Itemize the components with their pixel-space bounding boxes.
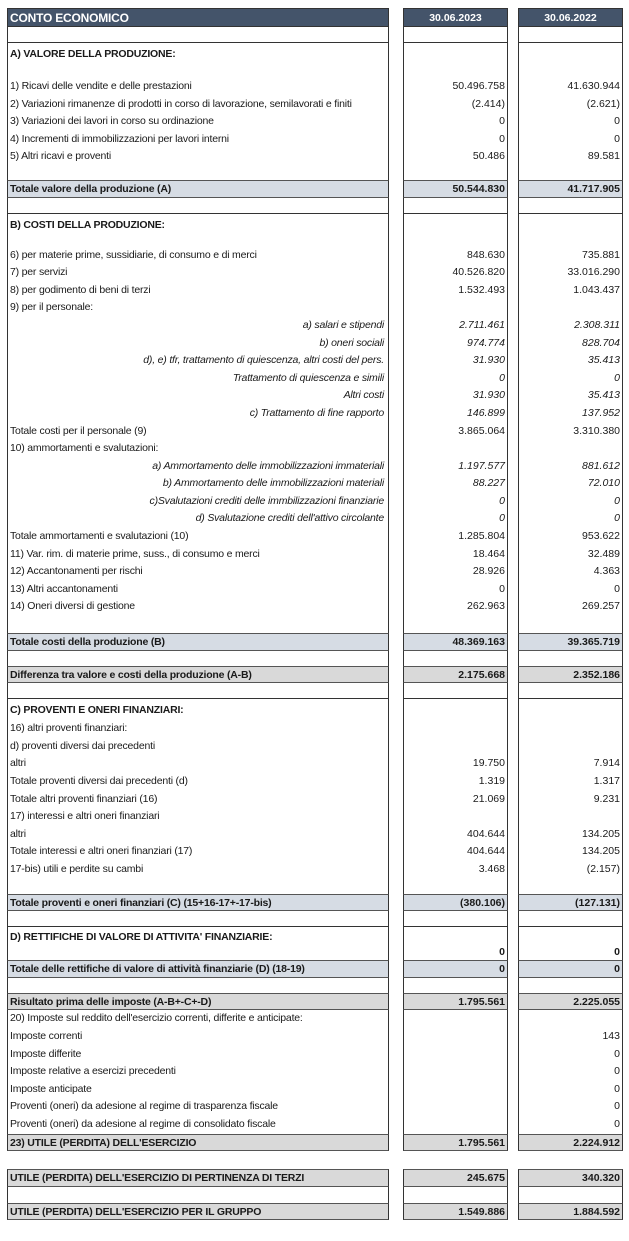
table-row: Imposte differite 0 bbox=[7, 1046, 623, 1064]
section-a-heading: A) VALORE DELLA PRODUZIONE: bbox=[7, 42, 623, 64]
table-row: 13) Altri accantonamenti 0 0 bbox=[7, 581, 623, 599]
table-row: Imposte relative a esercizi precedenti 0 bbox=[7, 1063, 623, 1081]
table-row: Totale altri proventi finanziari (16) 21.069 9.231 bbox=[7, 791, 623, 809]
total-row-a: Totale valore della produzione (A) 50.544.830 41.717.905 bbox=[7, 180, 623, 198]
table-row: c) Trattamento di fine rapporto 146.899 137.952 bbox=[7, 405, 623, 423]
table-row: a) salari e stipendi 2.711.461 2.308.311 bbox=[7, 317, 623, 335]
section-d-heading: D) RETTIFICHE DI VALORE DI ATTIVITA' FINANZIARIE: 0 0 bbox=[7, 926, 623, 960]
table-row: Imposte correnti 143 bbox=[7, 1028, 623, 1046]
table-row: 17) interessi e altri oneri finanziari bbox=[7, 808, 623, 826]
table-row: 16) altri proventi finanziari: bbox=[7, 720, 623, 738]
table-row: Altri costi 31.930 35.413 bbox=[7, 387, 623, 405]
table-row: 10) ammortamenti e svalutazioni: bbox=[7, 440, 623, 458]
table-header bbox=[7, 8, 623, 27]
table-row: Totale proventi diversi dai precedenti (d) 1.319 1.317 bbox=[7, 773, 623, 791]
table-row: 20) Imposte sul reddito dell'esercizio correnti, differite e anticipate: bbox=[7, 1010, 623, 1028]
table-row: Proventi (oneri) da adesione al regime di consolidato fiscale 0 bbox=[7, 1116, 623, 1134]
table-row: altri 404.644 134.205 bbox=[7, 826, 623, 844]
table-row: 1) Ricavi delle vendite e delle prestazioni 50.496.758 41.630.944 bbox=[7, 78, 623, 96]
table-row: d) proventi diversi dai precedenti bbox=[7, 738, 623, 756]
group-result-row: UTILE (PERDITA) DELL'ESERCIZIO PER IL GRUPPO 1.549.886 1.884.592 bbox=[7, 1203, 623, 1221]
table-row: c)Svalutazioni crediti delle immbilizzazioni finanziarie 0 0 bbox=[7, 493, 623, 511]
income-statement bbox=[7, 8, 623, 1220]
section-c-heading: C) PROVENTI E ONERI FINANZIARI: bbox=[7, 698, 623, 720]
table-row: a) Ammortamento delle immobilizzazioni immateriali 1.197.577 881.612 bbox=[7, 458, 623, 476]
table-row: 12) Accantonamenti per rischi 28.926 4.363 bbox=[7, 563, 623, 581]
table-row: Totale ammortamenti e svalutazioni (10) 1.285.804 953.622 bbox=[7, 528, 623, 546]
table-row: b) Ammortamento delle immobilizzazioni materiali 88.227 72.010 bbox=[7, 475, 623, 493]
table-row: b) oneri sociali 974.774 828.704 bbox=[7, 335, 623, 353]
table-row: altri 19.750 7.914 bbox=[7, 755, 623, 773]
table-row: d), e) tfr, trattamento di quiescenza, altri costi del pers. 31.930 35.413 bbox=[7, 352, 623, 370]
net-result-row: 23) UTILE (PERDITA) DELL'ESERCIZIO 1.795.561 2.224.912 bbox=[7, 1134, 623, 1152]
total-row-c: Totale proventi e oneri finanziari (C) (15+16-17+-17-bis) (380.106) (127.131) bbox=[7, 894, 623, 912]
title: CONTO ECONOMICO bbox=[7, 8, 389, 27]
table-row: 6) per materie prime, sussidiarie, di consumo e di merci 848.630 735.881 bbox=[7, 247, 623, 265]
column-header-2022: 30.06.2022 bbox=[518, 8, 623, 27]
table-row: Totale interessi e altri oneri finanziari (17) 404.644 134.205 bbox=[7, 843, 623, 861]
table-row: 7) per servizi 40.526.820 33.016.290 bbox=[7, 264, 623, 282]
table-row: 5) Altri ricavi e proventi 50.486 89.581 bbox=[7, 148, 623, 166]
table-row: Imposte anticipate 0 bbox=[7, 1081, 623, 1099]
table-row: 14) Oneri diversi di gestione 262.963 269.257 bbox=[7, 598, 623, 616]
table-row: Proventi (oneri) da adesione al regime di trasparenza fiscale 0 bbox=[7, 1098, 623, 1116]
table-row: Trattamento di quiescenza e simili 0 0 bbox=[7, 370, 623, 388]
section-b-heading: B) COSTI DELLA PRODUZIONE: bbox=[7, 213, 623, 235]
table-row: d) Svalutazione crediti dell'attivo circolante 0 0 bbox=[7, 510, 623, 528]
table-row: 4) Incrementi di immobilizzazioni per lavori interni 0 0 bbox=[7, 131, 623, 149]
pre-tax-result-row: Risultato prima delle imposte (A-B+-C+-D) 1.795.561 2.225.055 bbox=[7, 993, 623, 1011]
total-row-b: Totale costi della produzione (B) 48.369.163 39.365.719 bbox=[7, 633, 623, 651]
minority-result-row: UTILE (PERDITA) DELL'ESERCIZIO DI PERTINENZA DI TERZI 245.675 340.320 bbox=[7, 1169, 623, 1187]
table-row: 8) per godimento di beni di terzi 1.532.493 1.043.437 bbox=[7, 282, 623, 300]
difference-row: Differenza tra valore e costi della produzione (A-B) 2.175.668 2.352.186 bbox=[7, 666, 623, 684]
total-row-d: Totale delle rettifiche di valore di attività finanziarie (D) (18-19) 0 0 bbox=[7, 960, 623, 978]
table-row: 9) per il personale: bbox=[7, 299, 623, 317]
column-header-2023: 30.06.2023 bbox=[403, 8, 508, 27]
table-row: 3) Variazioni dei lavori in corso su ordinazione 0 0 bbox=[7, 113, 623, 131]
table-row: 17-bis) utili e perdite su cambi 3.468 (2.157) bbox=[7, 861, 623, 879]
table-row: Totale costi per il personale (9) 3.865.064 3.310.380 bbox=[7, 423, 623, 441]
table-row: 11) Var. rim. di materie prime, suss., di consumo e merci 18.464 32.489 bbox=[7, 546, 623, 564]
table-row: 2) Variazioni rimanenze di prodotti in corso di lavorazione, semilavorati e finiti (2.414) (2.621) bbox=[7, 96, 623, 114]
